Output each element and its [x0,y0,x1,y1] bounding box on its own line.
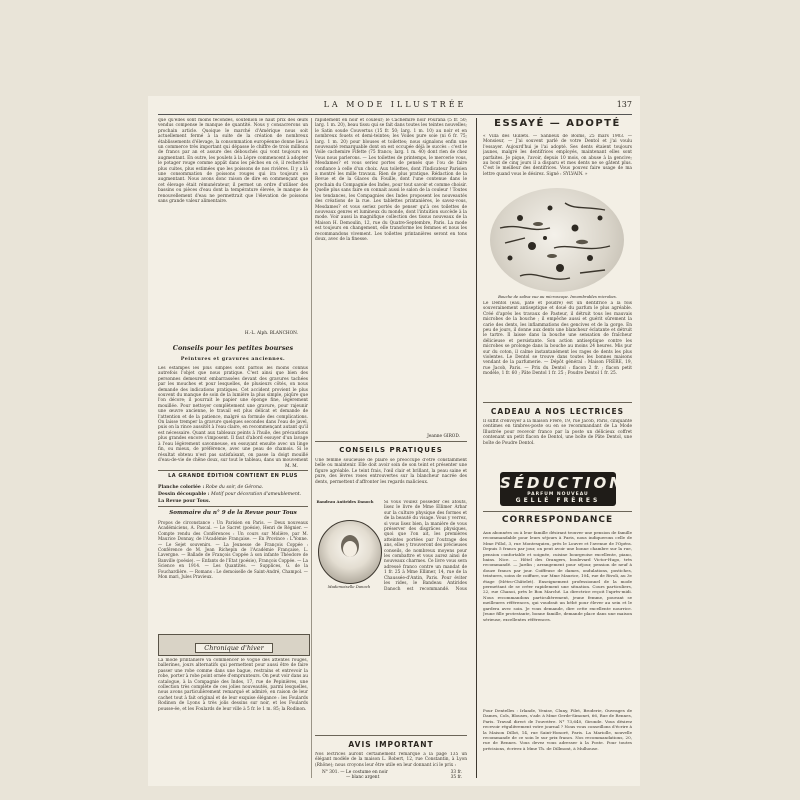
running-header [158,100,632,112]
portrait-caption: Mademoiselle Danoch [327,584,371,589]
divider [483,511,632,512]
price-line: N° 301. — Le costume en noir 33 fr. [322,770,462,775]
divider [158,470,308,471]
chronique-title: Chronique d'hiver [195,643,273,653]
mode-signature: Jeanne GIROD. [427,434,460,439]
essaye-title: ESSAYÉ — ADOPTÉ [494,118,621,129]
sommaire-text: Propos de circonstance : Un Parisien en Paris. — Deux nouveaux Académiciens, A. Pascal. — Le Sacret (poésie), Henri de Régnier. — Compte rendu des Conférences : Un cours sur Molière, par M. Maurice Donnay, de l'Académie Française. — En Province : L'Yonne. — Le Sejet souvenirs. — La Jeunesse de François Coppée : Conférence de M. Jean Richepin de l'Académie Française, L. Lavergne. — Ballade de François Coppée à son infante Théodore de Banville (poésie). — Enfants de l'Etat (poésie), François Coppée. — La Science en 1914. — Les Quantités. — Supplices, G. de la Fouchardière. — Romans : Le demoiselle de Saint-André, Champol. — Mon mari, Jules Pravieux. [158,520,308,580]
portrait-face [343,541,357,557]
divider [158,506,308,507]
edition-item: Dessin découpable : Motif pour décoration d'ameublement. [158,492,302,497]
avis-title: AVIS IMPORTANT [348,740,434,749]
cadeau-text: Il suffit d'envoyer à la maison Frère, 19, rue Jacob, Paris, cinquante centimes en timbres-poste ou en se recommandant de La Mode Illustrée pour recevoir franco par la poste un délicieux coffret contenant un petit flacon de Dentol, une boîte de Pâte Dentol, une boîte de Poudre Dentol. [483,419,632,446]
edition-list [158,484,308,505]
dentol-advert-text: Le Dentol (eau, pâte et poudre) est un dentifrice à la fois souverainement antiseptique et doué du parfum le plus agréable. Créé d'après les travaux de Pasteur, il détruit tous les mauvais microbes de la bouche ; il empêche aussi et guérit sûrement la carie des dents, les inflammations des gencives et de la gorge. En peu de jours, il donne aux dents une blancheur éclatante et détruit le tartre. Il laisse dans la bouche une sensation de fraîcheur délicieuse et persistante. Son action antiseptique contre les microbes se prolonge dans la bouche au moins 24 heures. Mis pur sur du coton, il calme instantanément les rages de dents les plus violentes. Le Dentol se trouve dans toutes les bonnes maisons vendant de la parfumerie. — Dépôt général : Maison FRÈRE, 19, rue Jacob, Paris. — Prix du Dentol : flacon 2 fr. ; flacon petit modèle, 1 fr. 60 ; Pâte Dentol 1 fr. 25 ; Poudre Dentol 1 fr. 25. [483,301,632,377]
conseils-pratiques-text: Une femme soucieuse de plaire se préoccupe d'être constamment belle ou maintenir. Elle doit avoir soin de son teint et présenter une figure agréable. Le teint frais, l'œil clair et brillant, la peau saine et pure, des lèvres roses entrouvertes sur la blancheur nacrée des dents, permettent d'affronter les regards malicieux. [315,458,467,485]
conseils-pratiques-title: CONSEILS PRATIQUES [339,446,443,454]
dentelles-text: Pour Dentelles : Irlande, Venise, Cluny, Filet, Broderie, Ouvrages de Dames, Cols, Blouses, s'adr. à Mme Gerde-Simonet, 66, Rue de Rennes, Paris. Travail direct de l'ouvrière. N° 73,640, Gironde. Vous désirez recevoir régulièrement votre journal ? Nous vous conseillons d'écrire à la Maison Dillot, 14, rue Saint-Honoré, Paris. La Mariolle, nouvelle recommande de ce soin le sur prix francs. Nos recommandations, 20, rue de Rennes. Vous devez vous adresser à la Poste. Pour toutes précisions, écrivez à Mme Th. de Dillmont, à Mulhouse. [483,708,632,751]
conseils-bourses-signature: M. M. [285,464,298,469]
seduction-logo [500,472,625,506]
portrait-medallion [318,520,382,584]
conseils-bourses-title: Conseils pour les petites bourses [172,344,294,352]
edition-item: Planche coloriée : Robe du soir, de Gérona. [158,485,264,490]
edition-title: LA GRANDE ÉDITION CONTIENT EN PLUS [168,473,298,479]
conseils-bourses-text: Les estampes les plus simples sont parfois les moins connus autrefois l'objet que nous pratique. C'est ainsi que bien des personnes demeurent embarrassées devant des gravures tachées par les mouches et pour lesquelles, de plusieurs côtés, on nous demande des indications pratiques. Cet accident provient le plus souvent du manque de soin de la lumière la plus simple, piqûre que l'on décore; il pourrait le papier une éponge fine, légèrement mouillée. Pour nettoyer complètement une gravure, pour rajeunir une œuvre ancienne, le travail est plus délicat et demande de l'attention et de la patience, malgré sa formule des complications. On laisse tremper la gravure quelques secondes dans l'eau de javel, puis on la rince aussitôt à l'eau claire, en recommençant autant qu'il est nécessaire. Quant aux tableaux peints à l'huile, des précautions plus grandes encore s'imposent. Il faut d'abord essuyer d'un lavage à l'eau légèrement savonneuse, en essuyant ensuite avec un linge fin, ou mieux, de préférence, avec une peau de chamois. Si le résultat obtenu n'est pas satisfaisant, on passe la doigt mouillé d'eau-de-vie de chêne doux, sur tout le tableau, dans un mouvement [158,366,308,462]
divider [483,402,632,403]
seduction-name: SÉDUCTION [500,474,625,492]
cadeau-title: CADEAU A NOS LECTRICES [490,407,625,416]
column-divider [476,118,477,778]
journal-title: LA MODE ILLUSTRÉE [323,100,467,109]
correspondance-title: CORRESPONDANCE [501,515,614,525]
page-number: 137 [616,100,632,109]
column-divider [311,118,312,778]
conseils-pratiques-text-2: Si vous voulez posséder ces atouts, lisez le livre de Mme Ellimer Arbar sur la culture physique des formes et de la beauté du visage. Vous y verrez, si vous lisez bien, la manière de vous préserver des disgrâces physiques, quoi que l'on ait, les premières atteintes portées par l'outrage des ans, elles y trouveront des précieuses conseils, de nombreux moyens pour les combattre et vous aurez ainsi de nouveaux charmes. Ce livre vous sera adressé franco contre un mandat de 1 fr. 25 à Mme Ellimer, 14, rue de la Chaussée-d'Antin, Paris. Pour éviter les rides, le Bandeau Antirides Danoch est recommandé. Nous [384,500,467,592]
avis-text: Nos lectrices auront certainement remarqué à la page 135 un élégant modèle de la maison L. Robert, 12, rue Constantin, à Lyon (Rhône); nous croyons leur être utile en leur donnant ici le prix : [315,752,467,768]
microscope-caption: Bouche de saliva vue au microscope. Innombrables microbes. [498,294,617,299]
intro-signature: H.-L. Alph. BLANCHON. [244,331,298,336]
antirides-label: Bandeau Antirides Danoch [316,499,374,504]
price-line: — blanc argent 35 fr. [346,775,462,781]
sommaire-title: Sommaire du n° 9 de la Revue pour Tous [169,510,297,516]
mode-article: rapidement en noir et couleur; le Cachemire noir Pourana (5 fr. 50; larg. 1 m. 20), beau tissu qui se fait dans toutes les teintes nouvelles; le Satin soude Couvertus (15 fr. 50; larg. 1 m. 10) au noir et en nombreux fouets et demi-teintes; les Voiles pure soie (ni 6 fr. 75; larg. 1 m. 20) pour blouses et toilettes; nous signalons enfin une nouveauté remarquable dont on est occupée déjà le succès : c'est le Voile cachemire Fifette (75 francs; larg. 1 m. 40) dont rien de chez Vous nous parlerons. — Les toilettes de printemps, le mercerie vous, Mesdames? et vous seriez portes de pensés que l'ou de faire confiance à celle d'un choix. Aux toilettes, dont l'Indicateur Parisien a montré les mille travaux. Rien de plus pratique. Rédaction de la Revue et de la Glaces du Fouille, dont l'une contenue dans le prochain du Compagnie des Indes, pour tout savoir et comme choisir. Quelle plus sans faire on connait aussi le salon de la couleur ! Toutes les tendances, les Compagnies des Indes proposent les nouveautés des créations de la rue. Les tablettes printanières, le savez-vous, Mesdames? et vous seriez portés de penser qu'à ces toilettes de nouveaux genres et lumineux du monde, dont l'intuition succède à la mode. Voir aussi la magnifique collection des tissus nouveaux de la Maison H. Demoulin, 12, rue du Quatre-Septembre, Paris. La mode est toujours en changement, elle transforme les femmes et nous les recommandons vivement. Les toilettes printanières seront en tons doux, avec de la finesse. [315,118,467,242]
divider [315,441,467,442]
intro-article: que qu'elles sont moins fécondes, soutenion le haut prix des œufs vendus compense le manque de quantité. Nous y consacrerons un prochain article. Quoique le marché d'Amérique nous soit actuellement fermé à la suite de la création de nombreux établissements d'élevage, la consommation européenne donne lieu à un commerce très important qui dépasse le chiffre de trois millions de francs par an et assure des débouchés qui vont toujours en augmentant. En outre, les poulets à la Lèpre commencent à adopter le potager rouge comme appât dans les pêches en cé, il recherché plus cuites, plus estimées que les poissons de nos rivières. Il y a là une consommation de poissons rouges qui ira toujours en augmentant. Nous avons donc raison de dire en commençant que cet élevage était rémunérateur, il permet un ordre d'utiliser des bassins ou pièces d'eau dont la température élevée, le manque de renouvellement d'eau ne permettrait que l'élevation de poissons sans grande valeur alimentaire. [158,118,308,205]
header-rule [158,114,632,115]
seduction-brand: GELLÉ FRÈRES [515,497,601,504]
divider [315,735,467,736]
correspondance-text: Aux abonnées ou à leur famille désirant trouver une pension de famille recommandable pour leurs séjours à Paris, nous indiquerons celle de Mme Fillol, 3, rue Montesquieu, près le Louvre et l'avenue de l'Opéra. Depuis 5 francs par jour, on peut avoir une bonne chambre sur la rue, pension confortable et soignée, cuisine bourgeoise excellente, piano, bains. Nice. — Hôtel des Orangers, boulevard Victor-Hugo, très recommandé. — Jardin ; arrangement pour séjour, pension de neuf à douze francs par jour. Coiffeuse de dames, ondulations, postiches, teintures, soins de coiffure, sur Mme Maurice, 104, rue de Rivoli, au 3e étage (Métro-Châtelet). Enseignement professionnel de la mode permettant de se créer rapidement une situation. Cours particuliers, 22, rue Chanoi, près le Bon Marché. La directrice reçoit l'après-midi. Nous recommandons particulièrement, jeune femme, pouvant se meilleures références, qui voudrait un bébé pour élever au sein et le gardera avec soin. Je vous demande, dire cette excellente nourrice. Jeune fille protestante, bonne famille, demande place dans une maison sérieuse, excellentes références. [483,530,632,622]
microscope-illustration [490,188,624,292]
seduction-sub: PARFUM NOUVEAU [527,492,589,497]
conseils-bourses-subtitle: Peintures et gravures anciennes. [180,356,286,362]
microbes-drawing [490,188,624,292]
chronique-banner [158,634,310,656]
essaye-testimonial: « Villa des Œillets. — Sanlieux de Boims, 25 mars 1903. — Monsieur, — J'ai souvent parlé de votre Dentol et j'ai voulu l'essayer. Aujourd'hui je l'ai adopté. Ses dents étaient toujours jaunes, malgré les dentifrices employés, maintenant elles sont parfaites. Je pique, l'avoir, depuis 10 mois, on abuse à la gencive; au bout de cinq jours il a disparu et mes dents ne se gâtent plus. C'est le meilleur des dentifrices. Vous pouvez faire usage de ma lettre quand vous le désirez. Signé : SYLVAIN. » [483,134,632,177]
chronique-text: La mode printanière va commencer le vogue des attentes rouges, ballerines, jours alternatifs qui permettent pour aussi être de faire passer une robe comme dans une bague, restrains et entrevoir la robe, porter à robe point ornée d'emprunteurs. On peut voir dans au catalogue, à la Compagnie des Indes, 17, rue de Pepinières, une collection très complète de ces jolies nouveautés, parmi lesquelles, nous avons particulièrement remarqué et admiré, en raison de leur cachet tout à fait original et de leur exquise élégance : les Foulards Rodinon de Lyons à très jolis dessins sur noir, et les Foulards pousse-ée, et les Foulards de leur ville à 5 fr. le 1 m. 85; la Rodinon. [158,658,308,712]
edition-item: La Revue pour Tous. [158,499,211,504]
avis-prices [322,770,462,781]
